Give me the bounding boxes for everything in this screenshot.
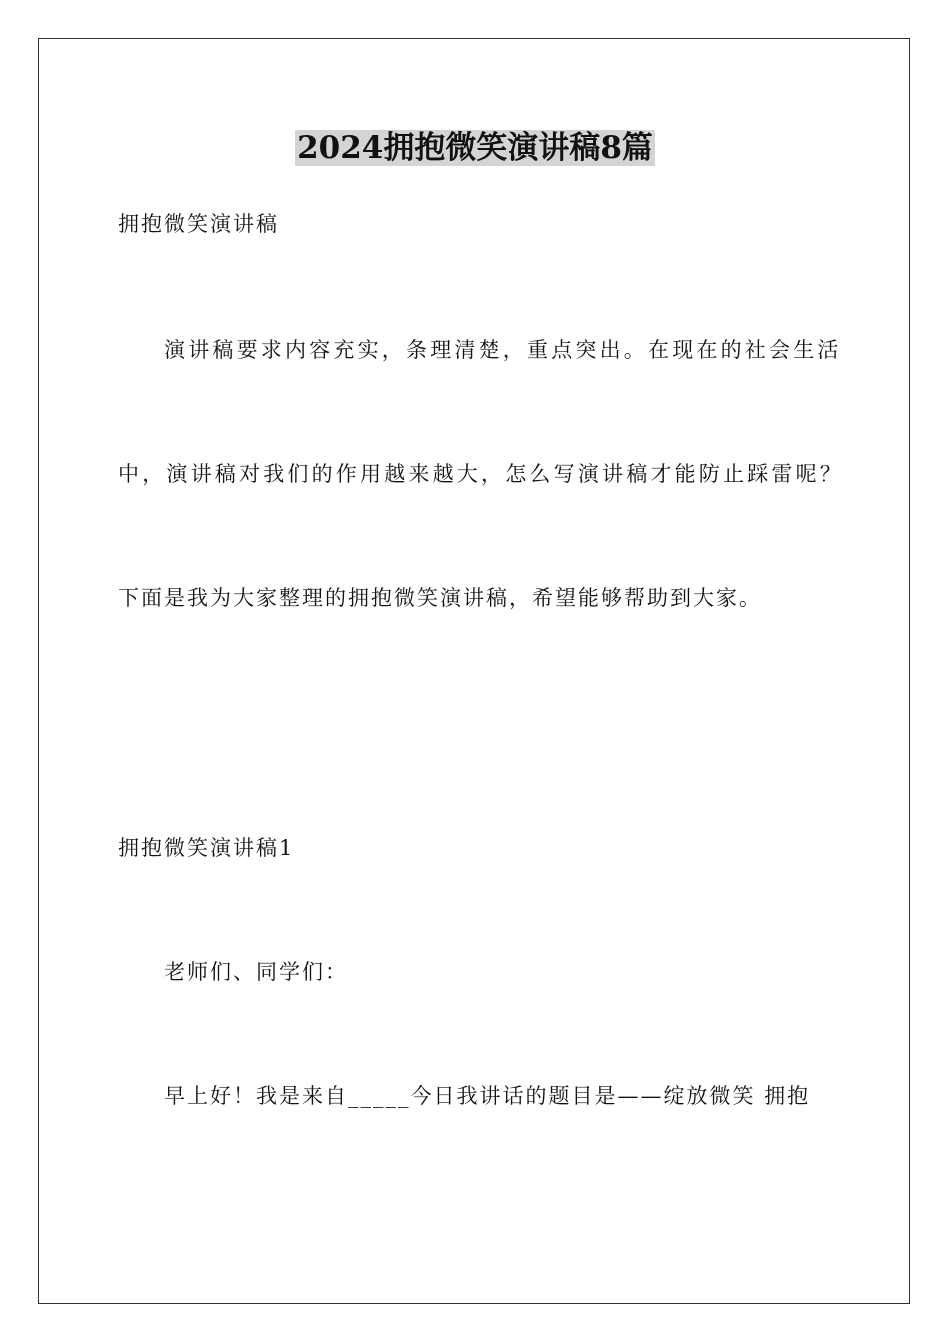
document-subtitle: 拥抱微笑演讲稿 (118, 212, 279, 236)
document-title-text: 2024拥抱微笑演讲稿8篇 (297, 130, 653, 166)
intro-paragraph-line-1: 演讲稿要求内容充实，条理清楚，重点突出。在现在的社会生活 (164, 338, 842, 362)
document-title (0, 128, 950, 168)
section-heading: 拥抱微笑演讲稿1 (118, 836, 295, 860)
salutation-text: 老师们、同学们： (164, 960, 348, 984)
intro-paragraph-line-2: 中，演讲稿对我们的作用越来越大，怎么写演讲稿才能防止踩雷呢？ (118, 462, 844, 486)
intro-paragraph-line-3: 下面是我为大家整理的拥抱微笑演讲稿，希望能够帮助到大家。 (118, 586, 762, 610)
body-paragraph-line: 早上好！我是来自_____今日我讲话的题目是——绽放微笑 拥抱 (164, 1084, 811, 1108)
